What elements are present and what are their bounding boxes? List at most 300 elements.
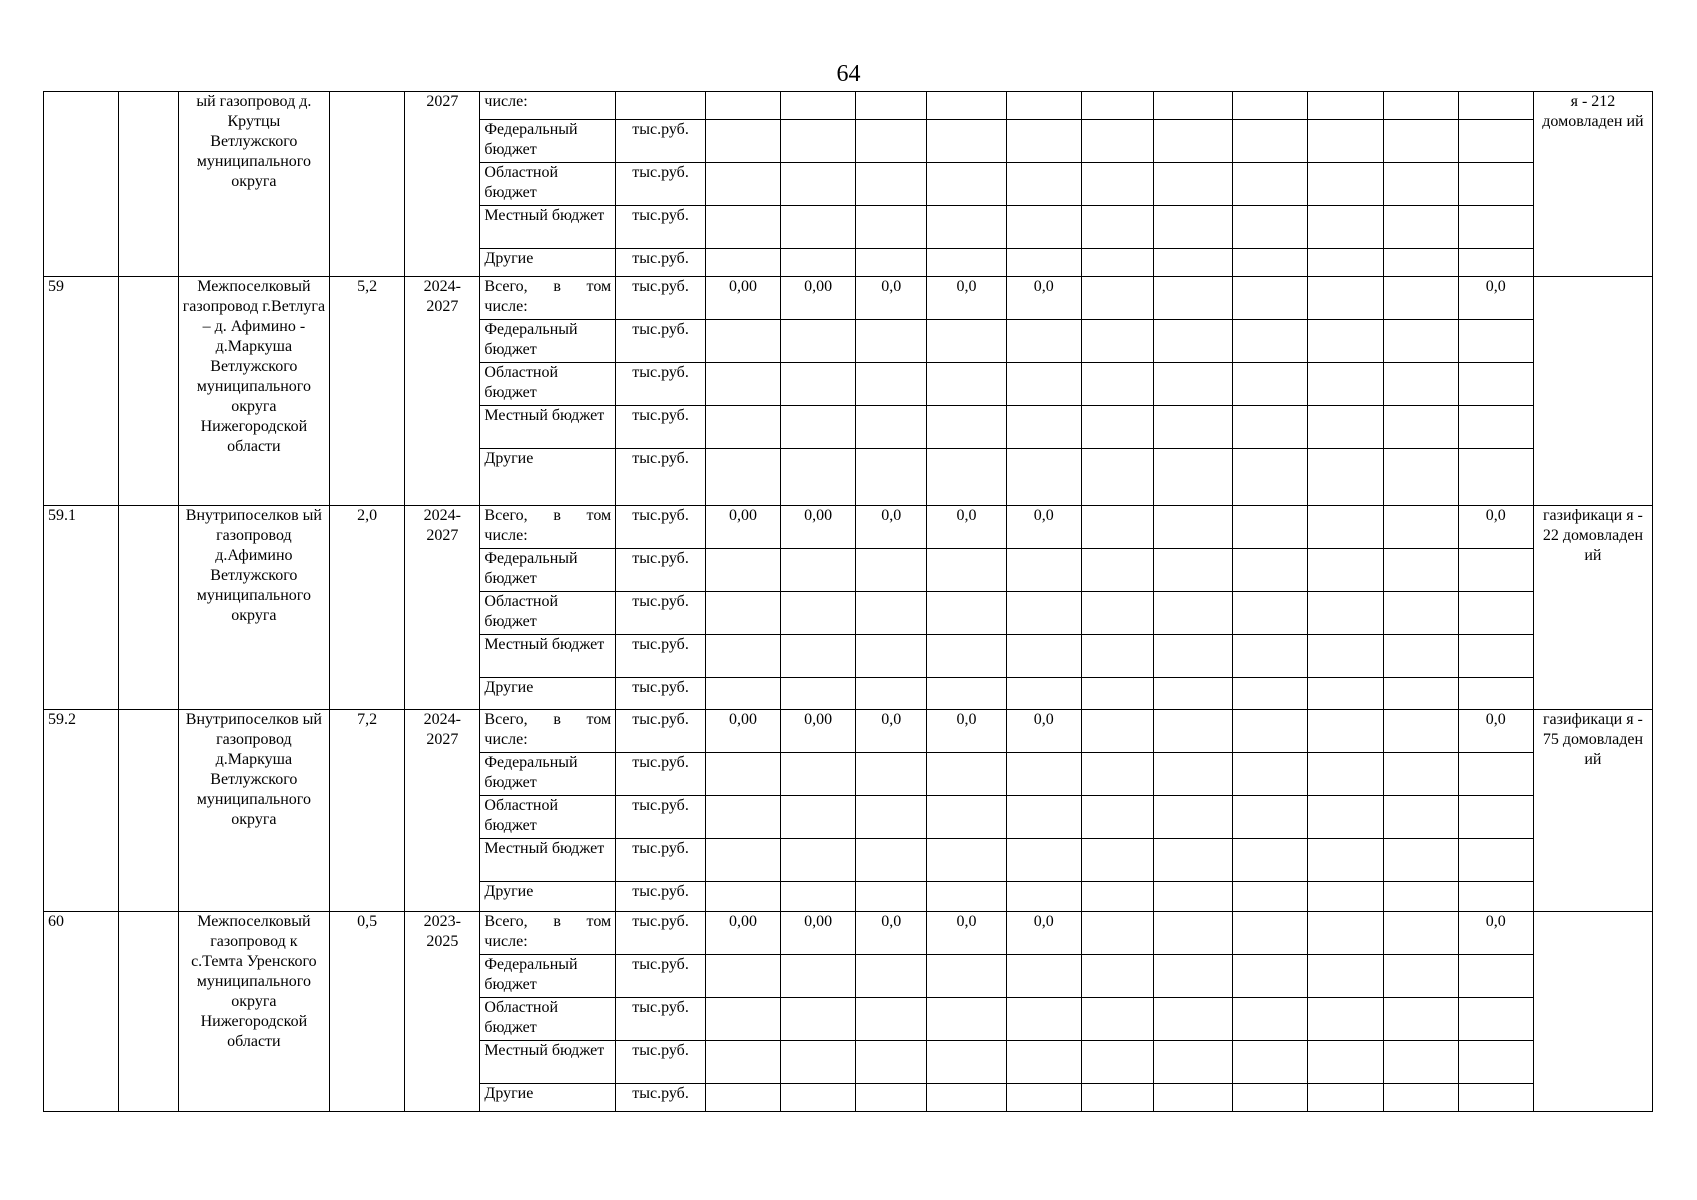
- value-cell: [1458, 955, 1533, 998]
- value-cell: [1383, 635, 1458, 678]
- value-cell: [927, 839, 1006, 882]
- value-cell: [1006, 249, 1081, 277]
- value-cell: [1006, 120, 1081, 163]
- value-cell: [856, 1084, 927, 1112]
- object-name-cell: ый газопровод д. Крутцы Ветлужского муниципального округа: [178, 92, 329, 277]
- value-cell: [705, 882, 780, 912]
- value-cell: [1308, 796, 1383, 839]
- funding-source-cell: Федеральный бюджет: [480, 120, 616, 163]
- value-cell: [927, 1084, 1006, 1112]
- value-cell: [1458, 635, 1533, 678]
- value-cell: [1081, 120, 1153, 163]
- value-cell: [1458, 92, 1533, 120]
- value-cell: 0,0: [1006, 506, 1081, 549]
- value-cell: [705, 753, 780, 796]
- value-cell: [1153, 206, 1232, 249]
- value-cell: [1308, 506, 1383, 549]
- value-cell: [1383, 998, 1458, 1041]
- unit-cell: тыс.руб.: [616, 406, 706, 449]
- value-cell: [1233, 882, 1308, 912]
- funding-source-label: Другие: [484, 883, 534, 900]
- value-cell: [1383, 249, 1458, 277]
- table-row: [44, 710, 1653, 753]
- value-cell: [1458, 363, 1533, 406]
- value-cell: [1308, 1084, 1383, 1112]
- value-cell: 0,00: [705, 710, 780, 753]
- value-cell: [1081, 92, 1153, 120]
- value-cell: [1006, 955, 1081, 998]
- value-cell: [1081, 406, 1153, 449]
- value-cell: [705, 406, 780, 449]
- unit-cell: тыс.руб.: [616, 882, 706, 912]
- value-cell: [705, 449, 780, 506]
- funding-source-cell: [480, 678, 616, 710]
- value-cell: [1383, 363, 1458, 406]
- value-cell: [781, 549, 856, 592]
- value-cell: [1308, 882, 1383, 912]
- funding-source-cell: [480, 277, 616, 320]
- value-cell: [781, 796, 856, 839]
- period-cell: 2024-2027: [405, 506, 480, 710]
- value-cell: [1006, 363, 1081, 406]
- value-cell: [1006, 1041, 1081, 1084]
- funding-source-cell: [480, 506, 616, 549]
- unit-cell: тыс.руб.: [616, 796, 706, 839]
- page-number: 64: [836, 61, 861, 87]
- value-cell: [1081, 1084, 1153, 1112]
- value-cell: 0,00: [781, 912, 856, 955]
- funding-source-cell: [480, 912, 616, 955]
- row-number-cell: 59.2: [44, 710, 119, 912]
- value-cell: [1233, 120, 1308, 163]
- unit-cell: тыс.руб.: [616, 320, 706, 363]
- funding-source-cell: Местный бюджет: [480, 206, 616, 249]
- blank-cell: [119, 92, 179, 277]
- value-cell: [1006, 998, 1081, 1041]
- value-cell: [1153, 406, 1232, 449]
- note-cell: газификаци я - 22 домовладен ий: [1533, 506, 1652, 710]
- value-cell: [1153, 678, 1232, 710]
- value-cell: [781, 678, 856, 710]
- object-name-cell: Внутрипоселков ый газопровод д.Афимино Ветлужского муниципального округа: [178, 506, 329, 710]
- value-cell: [927, 92, 1006, 120]
- funding-source-cell: [480, 549, 616, 592]
- value-cell: [1308, 912, 1383, 955]
- value-cell: [1308, 710, 1383, 753]
- funding-source-cell: Другие: [480, 249, 616, 277]
- row-number-cell: 59: [44, 277, 119, 506]
- value-cell: [927, 449, 1006, 506]
- funding-source-cell: [480, 998, 616, 1041]
- value-cell: [1006, 635, 1081, 678]
- value-cell: [781, 120, 856, 163]
- unit-cell: тыс.руб.: [616, 955, 706, 998]
- value-cell: [781, 363, 856, 406]
- value-cell: [856, 320, 927, 363]
- value-cell: [856, 449, 927, 506]
- unit-cell: тыс.руб.: [616, 912, 706, 955]
- value-cell: [927, 249, 1006, 277]
- value-cell: 0,00: [705, 912, 780, 955]
- funding-source-cell: [480, 406, 616, 449]
- value-cell: [1308, 363, 1383, 406]
- value-cell: [1233, 796, 1308, 839]
- value-cell: [1458, 753, 1533, 796]
- value-cell: [1153, 120, 1232, 163]
- note-cell: газификаци я - 75 домовладен ий: [1533, 710, 1652, 912]
- value-cell: [705, 549, 780, 592]
- funding-source-label: Местный бюджет: [484, 840, 605, 857]
- value-cell: [1153, 955, 1232, 998]
- value-cell: [856, 998, 927, 1041]
- value-cell: [1308, 839, 1383, 882]
- value-cell: [1458, 120, 1533, 163]
- value-cell: [705, 839, 780, 882]
- funding-source-cell: [480, 753, 616, 796]
- value-cell: [1081, 206, 1153, 249]
- value-cell: [1383, 406, 1458, 449]
- value-cell: [927, 1041, 1006, 1084]
- unit-cell: тыс.руб.: [616, 449, 706, 506]
- value-cell: [1308, 678, 1383, 710]
- value-cell: [1153, 998, 1232, 1041]
- value-cell: [1006, 549, 1081, 592]
- value-cell: [1308, 449, 1383, 506]
- value-cell: [1308, 592, 1383, 635]
- row-number-cell: 60: [44, 912, 119, 1112]
- value-cell: [927, 406, 1006, 449]
- funding-source-cell: Областной бюджет: [480, 163, 616, 206]
- value-cell: [705, 635, 780, 678]
- value-cell: [781, 1084, 856, 1112]
- funding-source-cell: [480, 955, 616, 998]
- value-cell: [1153, 592, 1232, 635]
- funding-source-label: Всего, в том числе:: [484, 507, 612, 544]
- value-cell: [1458, 839, 1533, 882]
- value-cell: [781, 92, 856, 120]
- value-cell: [1458, 549, 1533, 592]
- value-cell: [1458, 678, 1533, 710]
- value-cell: [1006, 449, 1081, 506]
- value-cell: [1383, 796, 1458, 839]
- note-cell: [1533, 912, 1652, 1112]
- value-cell: [705, 1084, 780, 1112]
- length-cell: 5,2: [330, 277, 405, 506]
- value-cell: [1233, 277, 1308, 320]
- value-cell: [1233, 678, 1308, 710]
- value-cell: 0,00: [705, 277, 780, 320]
- value-cell: [1006, 206, 1081, 249]
- value-cell: [927, 163, 1006, 206]
- unit-cell: тыс.руб.: [616, 206, 706, 249]
- unit-cell: тыс.руб.: [616, 249, 706, 277]
- value-cell: [1081, 882, 1153, 912]
- value-cell: 0,0: [927, 710, 1006, 753]
- value-cell: [781, 753, 856, 796]
- value-cell: [856, 955, 927, 998]
- funding-source-label: Областной бюджет: [484, 797, 559, 834]
- value-cell: [1006, 753, 1081, 796]
- funding-source-cell: [480, 363, 616, 406]
- value-cell: [1458, 1041, 1533, 1084]
- value-cell: [705, 998, 780, 1041]
- value-cell: [1458, 796, 1533, 839]
- value-cell: [1233, 1084, 1308, 1112]
- value-cell: [856, 882, 927, 912]
- value-cell: 0,0: [1458, 912, 1533, 955]
- value-cell: [1233, 163, 1308, 206]
- funding-source-cell: [480, 449, 616, 506]
- value-cell: [1458, 998, 1533, 1041]
- value-cell: [1153, 506, 1232, 549]
- value-cell: [1153, 449, 1232, 506]
- note-cell: я - 212 домовладен ий: [1533, 92, 1652, 277]
- length-cell: 0,5: [330, 912, 405, 1112]
- object-name-cell: Внутрипоселков ый газопровод д.Маркуша Ветлужского муниципального округа: [178, 710, 329, 912]
- value-cell: [1308, 163, 1383, 206]
- value-cell: 0,00: [781, 506, 856, 549]
- value-cell: [1153, 249, 1232, 277]
- funding-source-label: Федеральный бюджет: [484, 550, 578, 587]
- value-cell: [1308, 406, 1383, 449]
- value-cell: [1153, 1041, 1232, 1084]
- funding-source-cell: [480, 635, 616, 678]
- value-cell: [1081, 678, 1153, 710]
- value-cell: [1458, 1084, 1533, 1112]
- blank-cell: [119, 506, 179, 710]
- value-cell: [1081, 753, 1153, 796]
- value-cell: [856, 120, 927, 163]
- value-cell: [1458, 206, 1533, 249]
- value-cell: 0,0: [1458, 710, 1533, 753]
- value-cell: [1153, 163, 1232, 206]
- value-cell: 0,0: [856, 912, 927, 955]
- value-cell: [1308, 277, 1383, 320]
- unit-cell: тыс.руб.: [616, 839, 706, 882]
- funding-source-label: Федеральный бюджет: [484, 754, 578, 791]
- value-cell: 0,0: [927, 506, 1006, 549]
- value-cell: [1153, 882, 1232, 912]
- value-cell: 0,0: [1458, 277, 1533, 320]
- unit-cell: тыс.руб.: [616, 635, 706, 678]
- value-cell: [1308, 955, 1383, 998]
- value-cell: [1081, 506, 1153, 549]
- value-cell: [1153, 1084, 1232, 1112]
- value-cell: [1383, 163, 1458, 206]
- value-cell: [1081, 163, 1153, 206]
- value-cell: [927, 998, 1006, 1041]
- value-cell: [705, 92, 780, 120]
- value-cell: [1233, 635, 1308, 678]
- value-cell: [1233, 449, 1308, 506]
- value-cell: [705, 1041, 780, 1084]
- value-cell: [1383, 912, 1458, 955]
- value-cell: [781, 1041, 856, 1084]
- value-cell: [1153, 92, 1232, 120]
- value-cell: [1233, 955, 1308, 998]
- value-cell: [1383, 277, 1458, 320]
- value-cell: [1233, 363, 1308, 406]
- unit-cell: тыс.руб.: [616, 277, 706, 320]
- funding-source-label: Всего, в том числе:: [484, 711, 612, 748]
- value-cell: [1383, 592, 1458, 635]
- funding-source-cell: [480, 592, 616, 635]
- value-cell: [856, 839, 927, 882]
- value-cell: [1458, 882, 1533, 912]
- unit-cell: тыс.руб.: [616, 363, 706, 406]
- value-cell: [705, 955, 780, 998]
- value-cell: [1233, 549, 1308, 592]
- value-cell: [1233, 753, 1308, 796]
- funding-source-label: Областной бюджет: [484, 364, 559, 401]
- value-cell: [856, 1041, 927, 1084]
- unit-cell: тыс.руб.: [616, 1084, 706, 1112]
- value-cell: [927, 796, 1006, 839]
- value-cell: [1383, 506, 1458, 549]
- value-cell: [1153, 635, 1232, 678]
- value-cell: [705, 796, 780, 839]
- value-cell: [1006, 796, 1081, 839]
- value-cell: 0,0: [1006, 912, 1081, 955]
- value-cell: [1383, 449, 1458, 506]
- value-cell: [1153, 363, 1232, 406]
- value-cell: [1006, 406, 1081, 449]
- value-cell: [1006, 678, 1081, 710]
- value-cell: [1081, 839, 1153, 882]
- value-cell: 0,0: [856, 277, 927, 320]
- value-cell: [1153, 549, 1232, 592]
- value-cell: [1233, 1041, 1308, 1084]
- value-cell: [1081, 912, 1153, 955]
- value-cell: [1233, 320, 1308, 363]
- funding-source-cell: [480, 320, 616, 363]
- value-cell: [1081, 249, 1153, 277]
- funding-source-label: Всего, в том числе:: [484, 913, 612, 950]
- value-cell: [705, 320, 780, 363]
- value-cell: [1006, 163, 1081, 206]
- value-cell: [781, 955, 856, 998]
- value-cell: [1233, 912, 1308, 955]
- value-cell: [927, 120, 1006, 163]
- blank-cell: [119, 710, 179, 912]
- funding-source-label: Местный бюджет: [484, 636, 605, 653]
- value-cell: [856, 678, 927, 710]
- value-cell: [1233, 249, 1308, 277]
- value-cell: [1153, 839, 1232, 882]
- value-cell: [1233, 710, 1308, 753]
- value-cell: [705, 592, 780, 635]
- value-cell: [856, 363, 927, 406]
- funding-source-cell: [480, 882, 616, 912]
- unit-cell: тыс.руб.: [616, 506, 706, 549]
- period-cell: 2023-2025: [405, 912, 480, 1112]
- value-cell: [1081, 998, 1153, 1041]
- value-cell: [705, 249, 780, 277]
- value-cell: [1383, 955, 1458, 998]
- value-cell: [1383, 710, 1458, 753]
- value-cell: [1006, 320, 1081, 363]
- object-name-cell: Межпоселковый газопровод к с.Темта Уренского муниципального округа Нижегородской области: [178, 912, 329, 1112]
- value-cell: [927, 635, 1006, 678]
- value-cell: [856, 406, 927, 449]
- value-cell: [781, 635, 856, 678]
- value-cell: 0,0: [1006, 710, 1081, 753]
- value-cell: [1383, 678, 1458, 710]
- value-cell: [927, 955, 1006, 998]
- value-cell: [1081, 710, 1153, 753]
- value-cell: [1233, 592, 1308, 635]
- row-number-cell: 59.1: [44, 506, 119, 710]
- funding-source-label: Другие: [484, 450, 534, 467]
- value-cell: [856, 753, 927, 796]
- value-cell: [705, 678, 780, 710]
- value-cell: 0,0: [927, 912, 1006, 955]
- value-cell: [1081, 449, 1153, 506]
- row-number-cell: [44, 92, 119, 277]
- value-cell: [1233, 506, 1308, 549]
- value-cell: [927, 882, 1006, 912]
- table-row: [44, 506, 1653, 549]
- value-cell: [1153, 320, 1232, 363]
- length-cell: [330, 92, 405, 277]
- value-cell: [1233, 406, 1308, 449]
- value-cell: [856, 206, 927, 249]
- funding-source-cell: [480, 1084, 616, 1112]
- value-cell: [1383, 1041, 1458, 1084]
- value-cell: [1308, 1041, 1383, 1084]
- value-cell: [1081, 549, 1153, 592]
- value-cell: [856, 92, 927, 120]
- value-cell: [1308, 249, 1383, 277]
- funding-source-cell: [480, 796, 616, 839]
- value-cell: [927, 206, 1006, 249]
- unit-cell: тыс.руб.: [616, 1041, 706, 1084]
- value-cell: [856, 549, 927, 592]
- value-cell: [1308, 92, 1383, 120]
- value-cell: [1153, 796, 1232, 839]
- value-cell: 0,0: [856, 506, 927, 549]
- value-cell: 0,0: [927, 277, 1006, 320]
- value-cell: [1458, 320, 1533, 363]
- value-cell: [927, 549, 1006, 592]
- value-cell: [856, 163, 927, 206]
- funding-source-label: Другие: [484, 679, 534, 696]
- value-cell: 0,0: [856, 710, 927, 753]
- value-cell: [927, 753, 1006, 796]
- blank-cell: [119, 277, 179, 506]
- value-cell: [927, 320, 1006, 363]
- unit-cell: тыс.руб.: [616, 549, 706, 592]
- value-cell: [1383, 1084, 1458, 1112]
- value-cell: 0,0: [1458, 506, 1533, 549]
- unit-cell: тыс.руб.: [616, 163, 706, 206]
- value-cell: [1233, 92, 1308, 120]
- funding-source-label: Местный бюджет: [484, 1042, 605, 1059]
- value-cell: [781, 882, 856, 912]
- value-cell: [1153, 710, 1232, 753]
- value-cell: [927, 592, 1006, 635]
- object-name-cell: Межпоселковый газопровод г.Ветлуга – д. Афимино - д.Маркуша Ветлужского муниципального округа Нижегородской области: [178, 277, 329, 506]
- value-cell: [927, 363, 1006, 406]
- value-cell: 0,00: [705, 506, 780, 549]
- value-cell: [1383, 92, 1458, 120]
- value-cell: 0,00: [781, 710, 856, 753]
- value-cell: [781, 406, 856, 449]
- value-cell: [1308, 320, 1383, 363]
- period-cell: 2024-2027: [405, 277, 480, 506]
- value-cell: [1383, 320, 1458, 363]
- value-cell: [1383, 839, 1458, 882]
